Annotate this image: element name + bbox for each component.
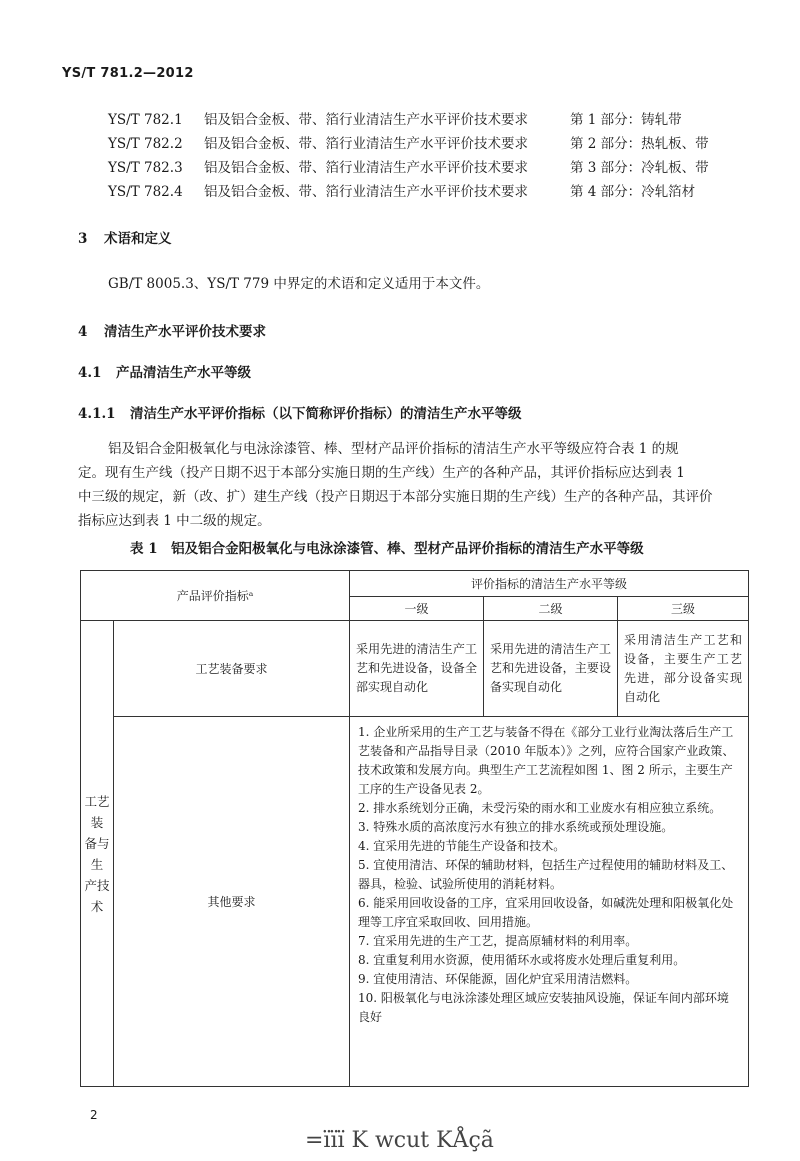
page-number: 2 — [90, 1108, 98, 1122]
section-title: 产品清洁生产水平等级 — [116, 365, 251, 381]
section-4-heading — [78, 320, 266, 340]
section-number: 4.1.1 — [78, 406, 116, 422]
section-4-1-heading — [78, 361, 251, 381]
section-number: 4.1 — [78, 365, 102, 381]
watermark-text: =ïïï K wcut KÅçã — [305, 1128, 494, 1153]
standard-id-header: YS/T 781.2—2012 — [62, 66, 194, 81]
list-item: 6. 能采用回收设备的工序，宜采用回收设备，如碱洗处理和阳极氧化处理等工序宜采取回收、回用措施。 — [358, 896, 734, 929]
row-label-cell — [114, 717, 350, 1087]
list-item: 9. 宜使用清洁、环保能源，固化炉宜采用清洁燃料。 — [358, 972, 638, 986]
list-item: 7. 宜采用先进的生产工艺，提高原辅材料的利用率。 — [358, 934, 638, 948]
section-number: 3 — [78, 231, 88, 247]
list-item: 3. 特殊水质的高浓度污水有独立的排水系统或预处理设施。 — [358, 820, 674, 834]
section-4-1-1-heading — [78, 402, 522, 422]
table-caption: 表 1 铝及铝合金阳极氧化与电泳涂漆管、棒、型材产品评价指标的清洁生产水平等级 — [130, 541, 644, 557]
category-cell — [81, 621, 114, 1087]
list-item: 1. 企业所采用的生产工艺与装备不得在《部分工业行业淘汰落后生产工艺装备和产品指导目录（2010 年版本）》之列，应符合国家产业政策、技术政策和发展方向。典型生产工艺流程如图 1、图 2 所示，主要生产工序的生产设备见表 2。 — [358, 725, 735, 796]
list-item: 4. 宜采用先进的节能生产设备和技术。 — [358, 839, 566, 853]
paragraph-line: 指标应达到表 1 中二级的规定。 — [78, 513, 271, 529]
list-item: 5. 宜使用清洁、环保的辅助材料，包括生产过程使用的辅助材料及工、器具，检验、试验所使用的消耗材料。 — [358, 858, 734, 891]
level-label: 二级 — [538, 602, 563, 616]
level-3-header — [618, 597, 749, 621]
other-requirements-list — [350, 717, 749, 1087]
reference-title: 铝及铝合金板、带、箔行业清洁生产水平评价技术要求 — [204, 160, 528, 176]
reference-code: YS/T 782.3 — [108, 160, 183, 176]
category-line: 工艺装 — [84, 793, 110, 830]
level-label: 三级 — [671, 602, 696, 616]
reference-title: 铝及铝合金板、带、箔行业清洁生产水平评价技术要求 — [204, 184, 528, 200]
level-1-header — [350, 597, 484, 621]
reference-title: 铝及铝合金板、带、箔行业清洁生产水平评价技术要求 — [204, 136, 528, 152]
section-3-text: GB/T 8005.3、YS/T 779 中界定的术语和定义适用于本文件。 — [108, 276, 490, 292]
category-line: 产技术 — [84, 877, 110, 914]
list-item: 10. 阳极氧化与电泳涂漆处理区域应安装抽风设施，保证车间内部环境良好 — [358, 991, 729, 1024]
level-1-requirement: 采用先进的清洁生产工艺和先进设备，设备全部实现自动化 — [350, 621, 484, 717]
paragraph-line: 铝及铝合金阳极氧化与电泳涂漆管、棒、型材产品评价指标的清洁生产水平等级应符合表 1 的规 — [108, 441, 679, 457]
header-levels-title-cell — [350, 571, 749, 597]
level-2-requirement: 采用先进的清洁生产工艺和先进设备，主要设备实现自动化 — [484, 621, 618, 717]
reference-line — [108, 180, 695, 200]
list-item: 2. 排水系统划分正确，未受污染的雨水和工业废水有相应独立系统。 — [358, 801, 722, 815]
section-number: 4 — [78, 324, 88, 340]
reference-part: 第 3 部分：冷轧板、带 — [570, 160, 709, 176]
reference-code: YS/T 782.4 — [108, 184, 183, 200]
reference-code: YS/T 782.2 — [108, 136, 183, 152]
section-title: 清洁生产水平评价技术要求 — [104, 324, 266, 340]
header-indicator: 产品评价指标ᵃ — [176, 589, 254, 603]
reference-code: YS/T 782.1 — [108, 112, 183, 128]
reference-part: 第 4 部分：冷轧箔材 — [570, 184, 696, 200]
level-2-header — [484, 597, 618, 621]
section-title: 术语和定义 — [104, 231, 172, 247]
row-label: 其他要求 — [207, 895, 256, 909]
header-indicator-cell — [81, 571, 350, 621]
paragraph-line: 定。现有生产线（投产日期不迟于本部分实施日期的生产线）生产的各种产品，其评价指标应达到表 1 — [78, 465, 685, 481]
reference-line — [108, 108, 682, 128]
level-3-requirement: 采用清洁生产工艺和设备，主要生产工艺先进，部分设备实现自动化 — [618, 621, 749, 717]
list-item: 8. 宜重复利用水资源，使用循环水或将废水处理后重复利用。 — [358, 953, 686, 967]
evaluation-table — [80, 570, 749, 1087]
reference-part: 第 1 部分：铸轧带 — [570, 112, 682, 128]
row-label-cell — [114, 621, 350, 717]
paragraph-line: 中三级的规定，新（改、扩）建生产线（投产日期迟于本部分实施日期的生产线）生产的各种产品，其评价 — [78, 489, 713, 505]
row-label: 工艺装备要求 — [195, 662, 268, 676]
reference-title: 铝及铝合金板、带、箔行业清洁生产水平评价技术要求 — [204, 112, 528, 128]
header-levels-title: 评价指标的清洁生产水平等级 — [471, 577, 628, 591]
category-line: 备与生 — [84, 835, 110, 872]
reference-line — [108, 156, 709, 176]
section-3-heading — [78, 227, 172, 247]
section-title: 清洁生产水平评价指标（以下简称评价指标）的清洁生产水平等级 — [130, 406, 522, 422]
reference-part: 第 2 部分：热轧板、带 — [570, 136, 709, 152]
level-label: 一级 — [404, 602, 429, 616]
reference-line — [108, 132, 709, 152]
